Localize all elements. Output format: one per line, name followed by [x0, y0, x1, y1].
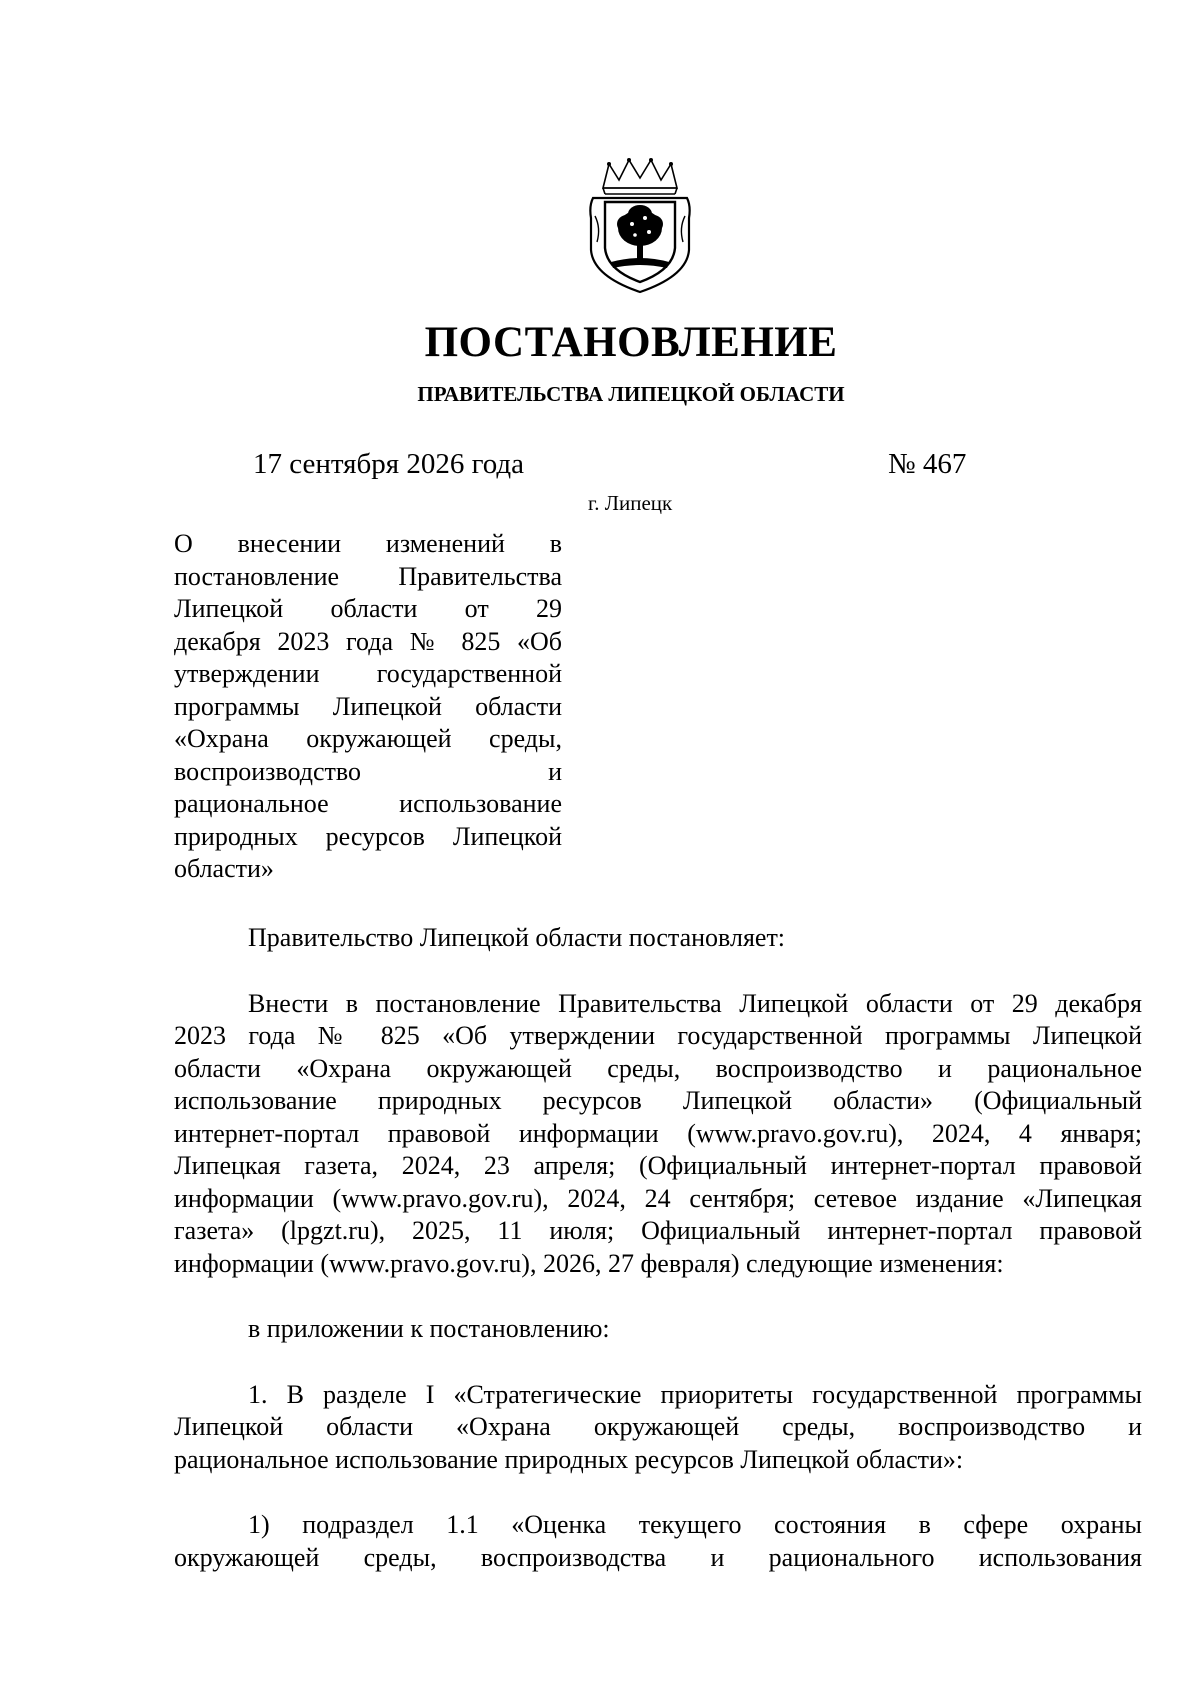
document-body: [174, 922, 1142, 1607]
paragraph-line: газета» (lpgzt.ru), 2025, 11 июля; Официальный интернет-портал правовой: [174, 1216, 1142, 1245]
paragraph-line: информации (www.pravo.gov.ru), 2026, 27 февраля) следующие изменения:: [174, 1248, 1004, 1278]
paragraph-line: 1. В разделе I «Стратегические приоритеты государственной программы: [248, 1379, 1142, 1409]
paragraph-line: 1) подраздел 1.1 «Оценка текущего состояния в сфере охраны: [248, 1510, 1142, 1539]
paragraph-line: использование природных ресурсов Липецкой области» (Официальный: [174, 1086, 1142, 1115]
subject-line: рациональное использование: [174, 789, 562, 818]
subject-line: воспроизводство и: [174, 756, 562, 786]
paragraph-resolves: [174, 922, 1142, 955]
subject-line: «Охрана окружающей среды,: [174, 724, 562, 753]
paragraph-line: интернет-портал правовой информации (www.pravo.gov.ru), 2024, 4 января;: [174, 1118, 1142, 1148]
subject-line: Липецкой области от 29: [174, 594, 562, 623]
subject-line: природных ресурсов Липецкой: [174, 821, 562, 851]
paragraph-line: Липецкая газета, 2024, 23 апреля; (Официальный интернет-портал правовой: [174, 1151, 1142, 1180]
paragraph-line: информации (www.pravo.gov.ru), 2024, 24 сентября; сетевое издание «Липецкая: [174, 1183, 1142, 1213]
subject-line: постановление Правительства: [174, 561, 562, 591]
document-number: № 467: [888, 448, 967, 480]
lipetsk-coat-of-arms-icon: [585, 158, 695, 298]
subject-line: программы Липецкой области: [174, 691, 562, 721]
paragraph-line: 2023 года № 825 «Об утверждении государственной программы Липецкой: [174, 1021, 1142, 1050]
paragraph-subitem-1: [174, 1509, 1142, 1574]
paragraph-line: области «Охрана окружающей среды, воспроизводство и рациональное: [174, 1053, 1142, 1083]
document-subtitle: ПРАВИТЕЛЬСТВА ЛИПЕЦКОЙ ОБЛАСТИ: [417, 382, 845, 406]
subject-line: О внесении изменений в: [174, 529, 562, 558]
paragraph-line: окружающей среды, воспроизводства и рационального использования: [174, 1542, 1142, 1572]
document-title: ПОСТАНОВЛЕНИЕ: [424, 319, 838, 366]
document-date: 17 сентября 2026 года: [253, 448, 525, 480]
paragraph-amendment: [174, 988, 1142, 1281]
subject-line: утверждении государственной: [174, 659, 562, 688]
document-city: г. Липецк: [588, 491, 673, 515]
subject-line: области»: [174, 854, 274, 883]
paragraph-line: Липецкой области «Охрана окружающей среды, воспроизводство и: [174, 1412, 1142, 1441]
paragraph-line: рациональное использование природных ресурсов Липецкой области»:: [174, 1444, 964, 1474]
paragraph-item-1: [174, 1379, 1142, 1477]
document-subject: [174, 528, 562, 886]
paragraph-line: Правительство Липецкой области постановляет:: [248, 923, 786, 952]
paragraph-line: Внести в постановление Правительства Липецкой области от 29 декабря: [248, 988, 1142, 1018]
paragraph-line: в приложении к постановлению:: [248, 1314, 610, 1343]
paragraph-appendix: [174, 1313, 1142, 1346]
subject-line: декабря 2023 года № 825 «Об: [174, 626, 562, 656]
